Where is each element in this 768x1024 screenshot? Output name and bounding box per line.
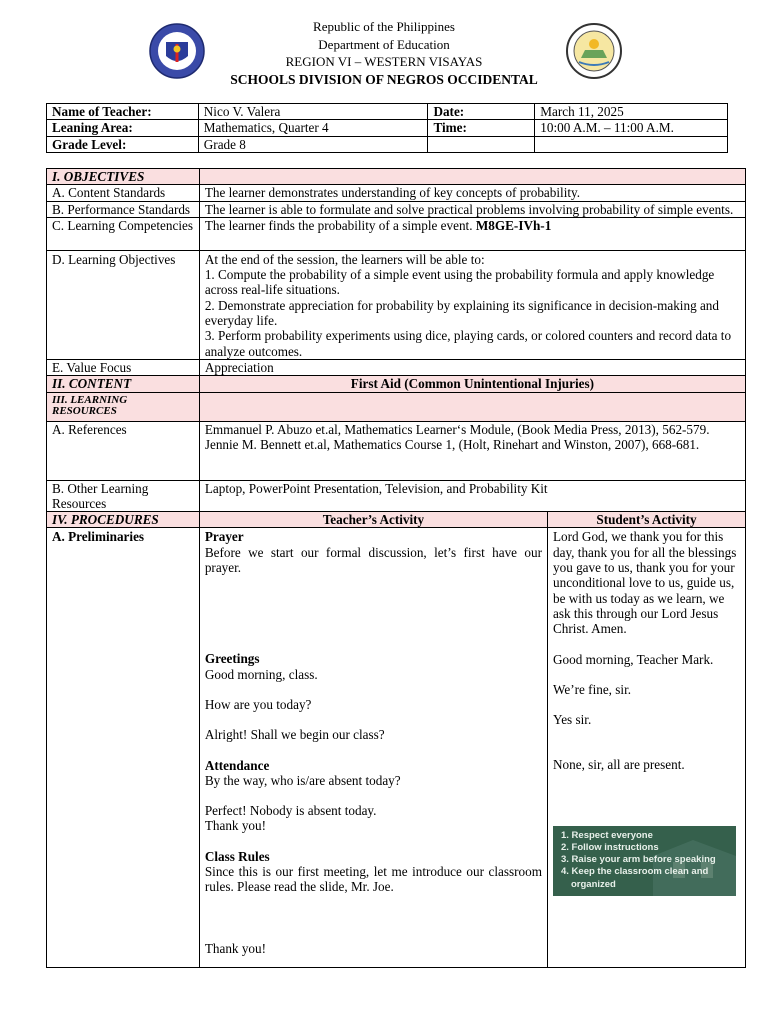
content-topic: First Aid (Common Unintentional Injuries) [199,376,745,392]
prayer-heading: Prayer [204,529,244,545]
student-activity-cell [548,528,746,968]
slide-rules-list [561,830,716,891]
grade-value: Grade 8 [198,136,428,152]
value-focus-text: Appreciation [199,359,745,375]
teacher-label: Name of Teacher: [47,104,199,120]
department-line: Department of Education [318,36,450,52]
procedures-title: IV. PROCEDURES [47,512,200,528]
class-rules-text: Since this is our first meeting, let me introduce our classroom rules. Please read the slide, Mr. Joe. [204,864,542,895]
references-label: A. References [47,421,200,480]
value-focus-row [47,359,746,375]
time-value: 10:00 A.M. – 11:00 A.M. [535,120,728,136]
lesson-plan-table [46,168,746,968]
content-standards-row [47,185,746,201]
time-label: Time: [428,120,535,136]
slide-rule-item: 4. Keep the classroom clean and [561,866,709,878]
republic-line: Republic of the Philippines [313,19,455,34]
references-row [47,421,746,480]
objective-item: 2. Demonstrate appreciation for probability by explaining its significance in decision-making and everyday life. [204,297,719,329]
objectives-intro: At the end of the session, the learners will be able to: [204,251,485,267]
class-rules-slide-image [553,826,736,896]
other-resources-label: B. Other Learning Resources [47,480,200,512]
learning-competencies-row [47,217,746,250]
teacher-activity-cell [199,528,547,968]
content-section-row [47,376,746,392]
prayer-response: Lord God, we thank you for this day, thank you for all the blessings you gave to us, thank you for your unconditional love to us, guide us, be with us today as we learn, we ask this through our Lord Jesus Christ. Amen. [553,529,737,637]
greeting-response: Good morning, Teacher Mark. [553,651,714,667]
region-line: REGION VI – WESTERN VISAYAS [285,54,483,69]
attendance-line: Perfect! Nobody is absent today. [204,803,377,819]
objectives-section-row [47,169,746,185]
objective-item: 3. Perform probability experiments using dice, playing cards, or colored counters and record data to analyze outcomes. [204,328,732,359]
content-standards-label: A. Content Standards [47,185,200,201]
learning-competencies-text: The learner finds the probability of a simple event. [204,217,473,233]
performance-standards-row [47,201,746,217]
performance-standards-text: The learner is able to formulate and solve practical problems involving probability of simple events. [199,201,745,217]
area-label: Leaning Area: [47,120,199,136]
greeting-line: How are you today? [204,696,312,712]
learning-objectives-label: D. Learning Objectives [47,250,200,359]
slide-rule-item: 2. Follow instructions [561,841,659,853]
document-header [0,18,768,88]
resources-title: III. LEARNING RESOURCES [47,392,200,421]
empty-cell [428,136,535,152]
area-value: Mathematics, Quarter 4 [198,120,428,136]
greeting-response: We’re fine, sir. [553,681,632,697]
teacher-activity-header: Teacher’s Activity [199,512,547,528]
content-standards-text: The learner demonstrates understanding of key concepts of probability. [199,185,745,201]
attendance-heading: Attendance [204,757,270,773]
attendance-line: Thank you! [204,818,266,834]
learning-objectives-row [47,250,746,359]
value-focus-label: E. Value Focus [47,359,200,375]
slide-rule-item: 3. Raise your arm before speaking [561,854,716,866]
resources-section-row [47,392,746,421]
student-activity-header: Student’s Activity [548,512,746,528]
grade-label: Grade Level: [47,136,199,152]
other-resources-text: Laptop, PowerPoint Presentation, Television, and Probability Kit [199,480,745,512]
teacher-info-table [46,103,728,153]
class-rules-end: Thank you! [204,940,266,956]
preliminaries-row [47,528,746,968]
teacher-value: Nico V. Valera [198,104,428,120]
learning-competencies-label: C. Learning Competencies [47,217,200,250]
prayer-text: Before we start our formal discussion, let’s first have our prayer. [204,544,542,576]
greeting-line: Alright! Shall we begin our class? [204,727,385,743]
greeting-response: Yes sir. [553,712,592,728]
content-title: II. CONTENT [47,376,200,392]
attendance-line: By the way, who is/are absent today? [204,772,401,788]
references-text: Emmanuel P. Abuzo et.al, Mathematics Learner‘s Module, (Book Media Press, 2013), 562-579. Jennie M. Bennett et.al, Mathematics Course 1, (Holt, Rinehart and Winston, 2007), 668-681. [199,421,745,480]
division-line: SCHOOLS DIVISION OF NEGROS OCCIDENTAL [230,71,538,87]
other-resources-row [47,480,746,512]
objectives-title: I. OBJECTIVES [47,169,200,185]
preliminaries-label: A. Preliminaries [47,528,200,968]
slide-rule-item: organized [571,878,616,890]
objective-item: 1. Compute the probability of a simple event using the probability formula and apply knowledge across real-life situations. [204,267,715,298]
date-value: March 11, 2025 [535,104,728,120]
procedures-section-row [47,512,746,528]
class-rules-heading: Class Rules [204,848,270,864]
greeting-line: Good morning, class. [204,666,318,682]
attendance-response: None, sir, all are present. [553,757,685,773]
greetings-heading: Greetings [204,651,260,667]
competency-code: M8GE-IVh-1 [475,217,552,233]
performance-standards-label: B. Performance Standards [47,201,200,217]
date-label: Date: [428,104,535,120]
empty-cell [535,136,728,152]
slide-rule-item: 1. Respect everyone [561,829,653,841]
